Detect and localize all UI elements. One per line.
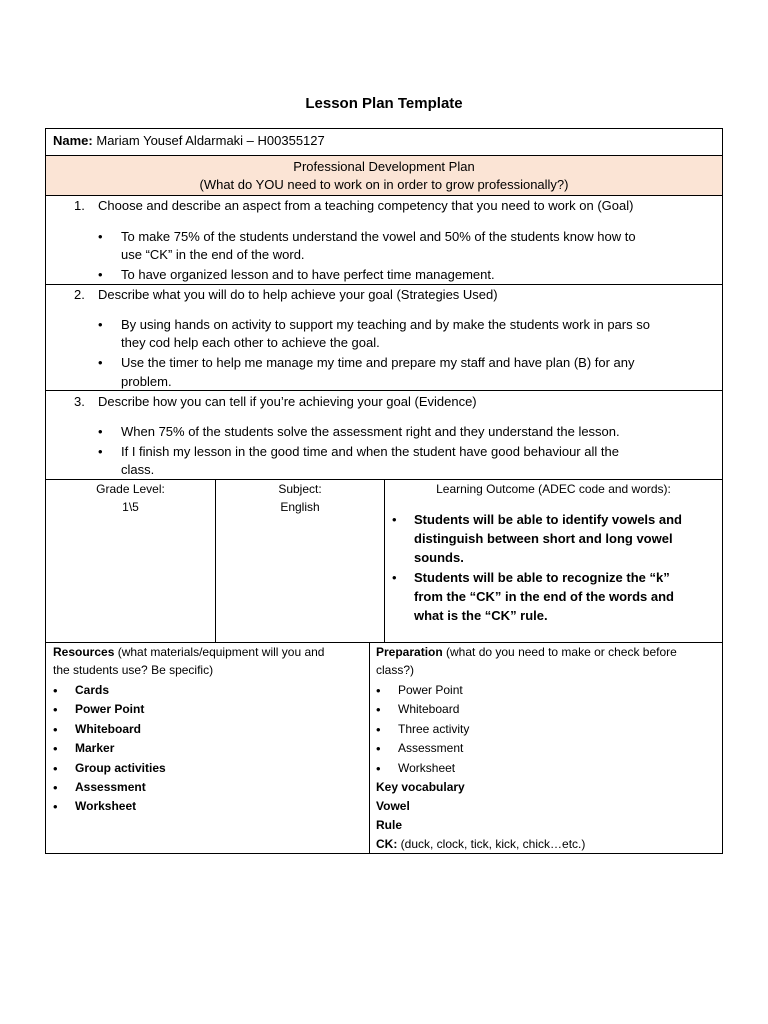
preparation-item: Three activity — [398, 722, 470, 736]
name-value: Mariam Yousef Aldarmaki – H00355127 — [96, 133, 325, 148]
resource-item: Power Point — [75, 702, 145, 716]
section3-bullet2-cont: class. — [121, 462, 155, 477]
resource-item: Whiteboard — [75, 722, 141, 736]
outcome-line-1: Students will be able to identify vowels and — [414, 512, 682, 527]
section2-heading: Describe what you will do to help achieve your goal (Strategies Used) — [98, 287, 498, 302]
pd-subheading: (What do YOU need to work on in order to grow professionally?) — [199, 177, 569, 192]
grade-value: 1\5 — [122, 500, 139, 514]
outcome-line-5: from the “CK” in the end of the words and — [414, 589, 674, 604]
section3-number: 3. — [74, 394, 85, 409]
vocab-item: Rule — [376, 818, 403, 832]
lesson-info-row: Grade Level: 1\5 Subject: English Learning Outcome (ADEC code and words): • Students will be able to identify vowels and distinguish between short and long vowel sounds. • Students will be able to recognize the “k” from the “CK” in the end of the words and what is the “CK” rule. — [45, 479, 723, 643]
evidence-section: 3. Describe how you can tell if you’re achieving your goal (Evidence) • When 75% of the students solve the assessment right and they understand the lesson. • If I finish my lesson in the good time and when the student have good behaviour all the class. — [45, 390, 723, 480]
section3-heading: Describe how you can tell if you’re achieving your goal (Evidence) — [98, 394, 477, 409]
resources-label-desc1: (what materials/equipment will you and — [114, 645, 325, 659]
strategies-section: 2. Describe what you will do to help achieve your goal (Strategies Used) • By using hands on activity to support my teaching and by make the students work in pars so they cod help each other to achieve the goal. • Use the timer to help me manage my time and prepare my staff and have plan (B) for any problem. — [45, 284, 723, 391]
preparation-label-desc1: (what do you need to make or check before — [442, 645, 677, 659]
section2-bullet1-cont: they cod help each other to achieve the goal. — [121, 335, 380, 350]
vocab-item: Vowel — [376, 799, 410, 813]
preparation-item: Power Point — [398, 683, 463, 697]
section2-bullet2: Use the timer to help me manage my time and prepare my staff and have plan (B) for any — [121, 355, 635, 370]
section1-bullet1-cont: use “CK” in the end of the word. — [121, 247, 305, 262]
resource-item: Group activities — [75, 761, 166, 775]
section2-number: 2. — [74, 287, 85, 302]
preparation-item: Assessment — [398, 741, 464, 755]
resources-label: Resources — [53, 645, 115, 659]
pd-header — [45, 155, 723, 196]
preparation-item: Worksheet — [398, 761, 456, 775]
subject-label: Subject: — [278, 482, 322, 496]
subject-value: English — [280, 500, 320, 514]
name-row — [45, 128, 723, 156]
resource-item: Assessment — [75, 780, 146, 794]
goal-section: 1. Choose and describe an aspect from a teaching competency that you need to work on (Goal) • To make 75% of the students understand the vowel and 50% of the students know how to use “CK” in the end of the word. • To have organized lesson and to have perfect time management. — [45, 195, 723, 285]
name-label: Name: — [53, 133, 93, 148]
section2-bullet1: By using hands on activity to support my teaching and by make the students work in pars so — [121, 317, 650, 332]
resource-item: Worksheet — [75, 799, 137, 813]
pd-heading: Professional Development Plan — [293, 159, 475, 174]
page-title: Lesson Plan Template — [305, 95, 463, 112]
grade-label: Grade Level: — [96, 482, 165, 496]
section1-bullet1: To make 75% of the students understand the vowel and 50% of the students know how to — [121, 229, 636, 244]
preparation-label-desc2: class?) — [376, 663, 415, 677]
outcome-line-3: sounds. — [414, 550, 464, 565]
preparation-item: Whiteboard — [398, 702, 460, 716]
resources-preparation-row: Resources (what materials/equipment will you and the students use? Be specific) • Cards • Power Point • Whiteboard • Marker • Group activities • Assessment • Worksheet Preparation (what do you need to make or check before class?) • Power Point • Whiteboard • Three activity • Assessment • Worksheet Key vocabulary Vowel Rule CK: (duck, clock, tick, kick, chick…etc.) — [45, 642, 723, 854]
ck-label: CK: — [376, 837, 398, 851]
resources-label-desc2: the students use? Be specific) — [53, 663, 214, 677]
resource-item: Marker — [75, 741, 115, 755]
section3-bullet2: If I finish my lesson in the good time and when the student have good behaviour all the — [121, 444, 619, 459]
outcome-label: Learning Outcome (ADEC code and words): — [436, 482, 671, 496]
outcome-line-2: distinguish between short and long vowel — [414, 531, 673, 546]
key-vocabulary-label: Key vocabulary — [376, 780, 465, 794]
section1-number: 1. — [74, 198, 85, 213]
outcome-line-4: Students will be able to recognize the “k” — [414, 570, 670, 585]
resource-item: Cards — [75, 683, 110, 697]
ck-value: (duck, clock, tick, kick, chick…etc.) — [397, 837, 586, 851]
section2-bullet2-cont: problem. — [121, 374, 172, 389]
section1-bullet2: To have organized lesson and to have perfect time management. — [121, 267, 495, 282]
section1-heading: Choose and describe an aspect from a teaching competency that you need to work on (Goal) — [98, 198, 634, 213]
preparation-label: Preparation — [376, 645, 443, 659]
outcome-line-6: what is the “CK” rule. — [414, 608, 548, 623]
section3-bullet1: When 75% of the students solve the assessment right and they understand the lesson. — [121, 424, 620, 439]
